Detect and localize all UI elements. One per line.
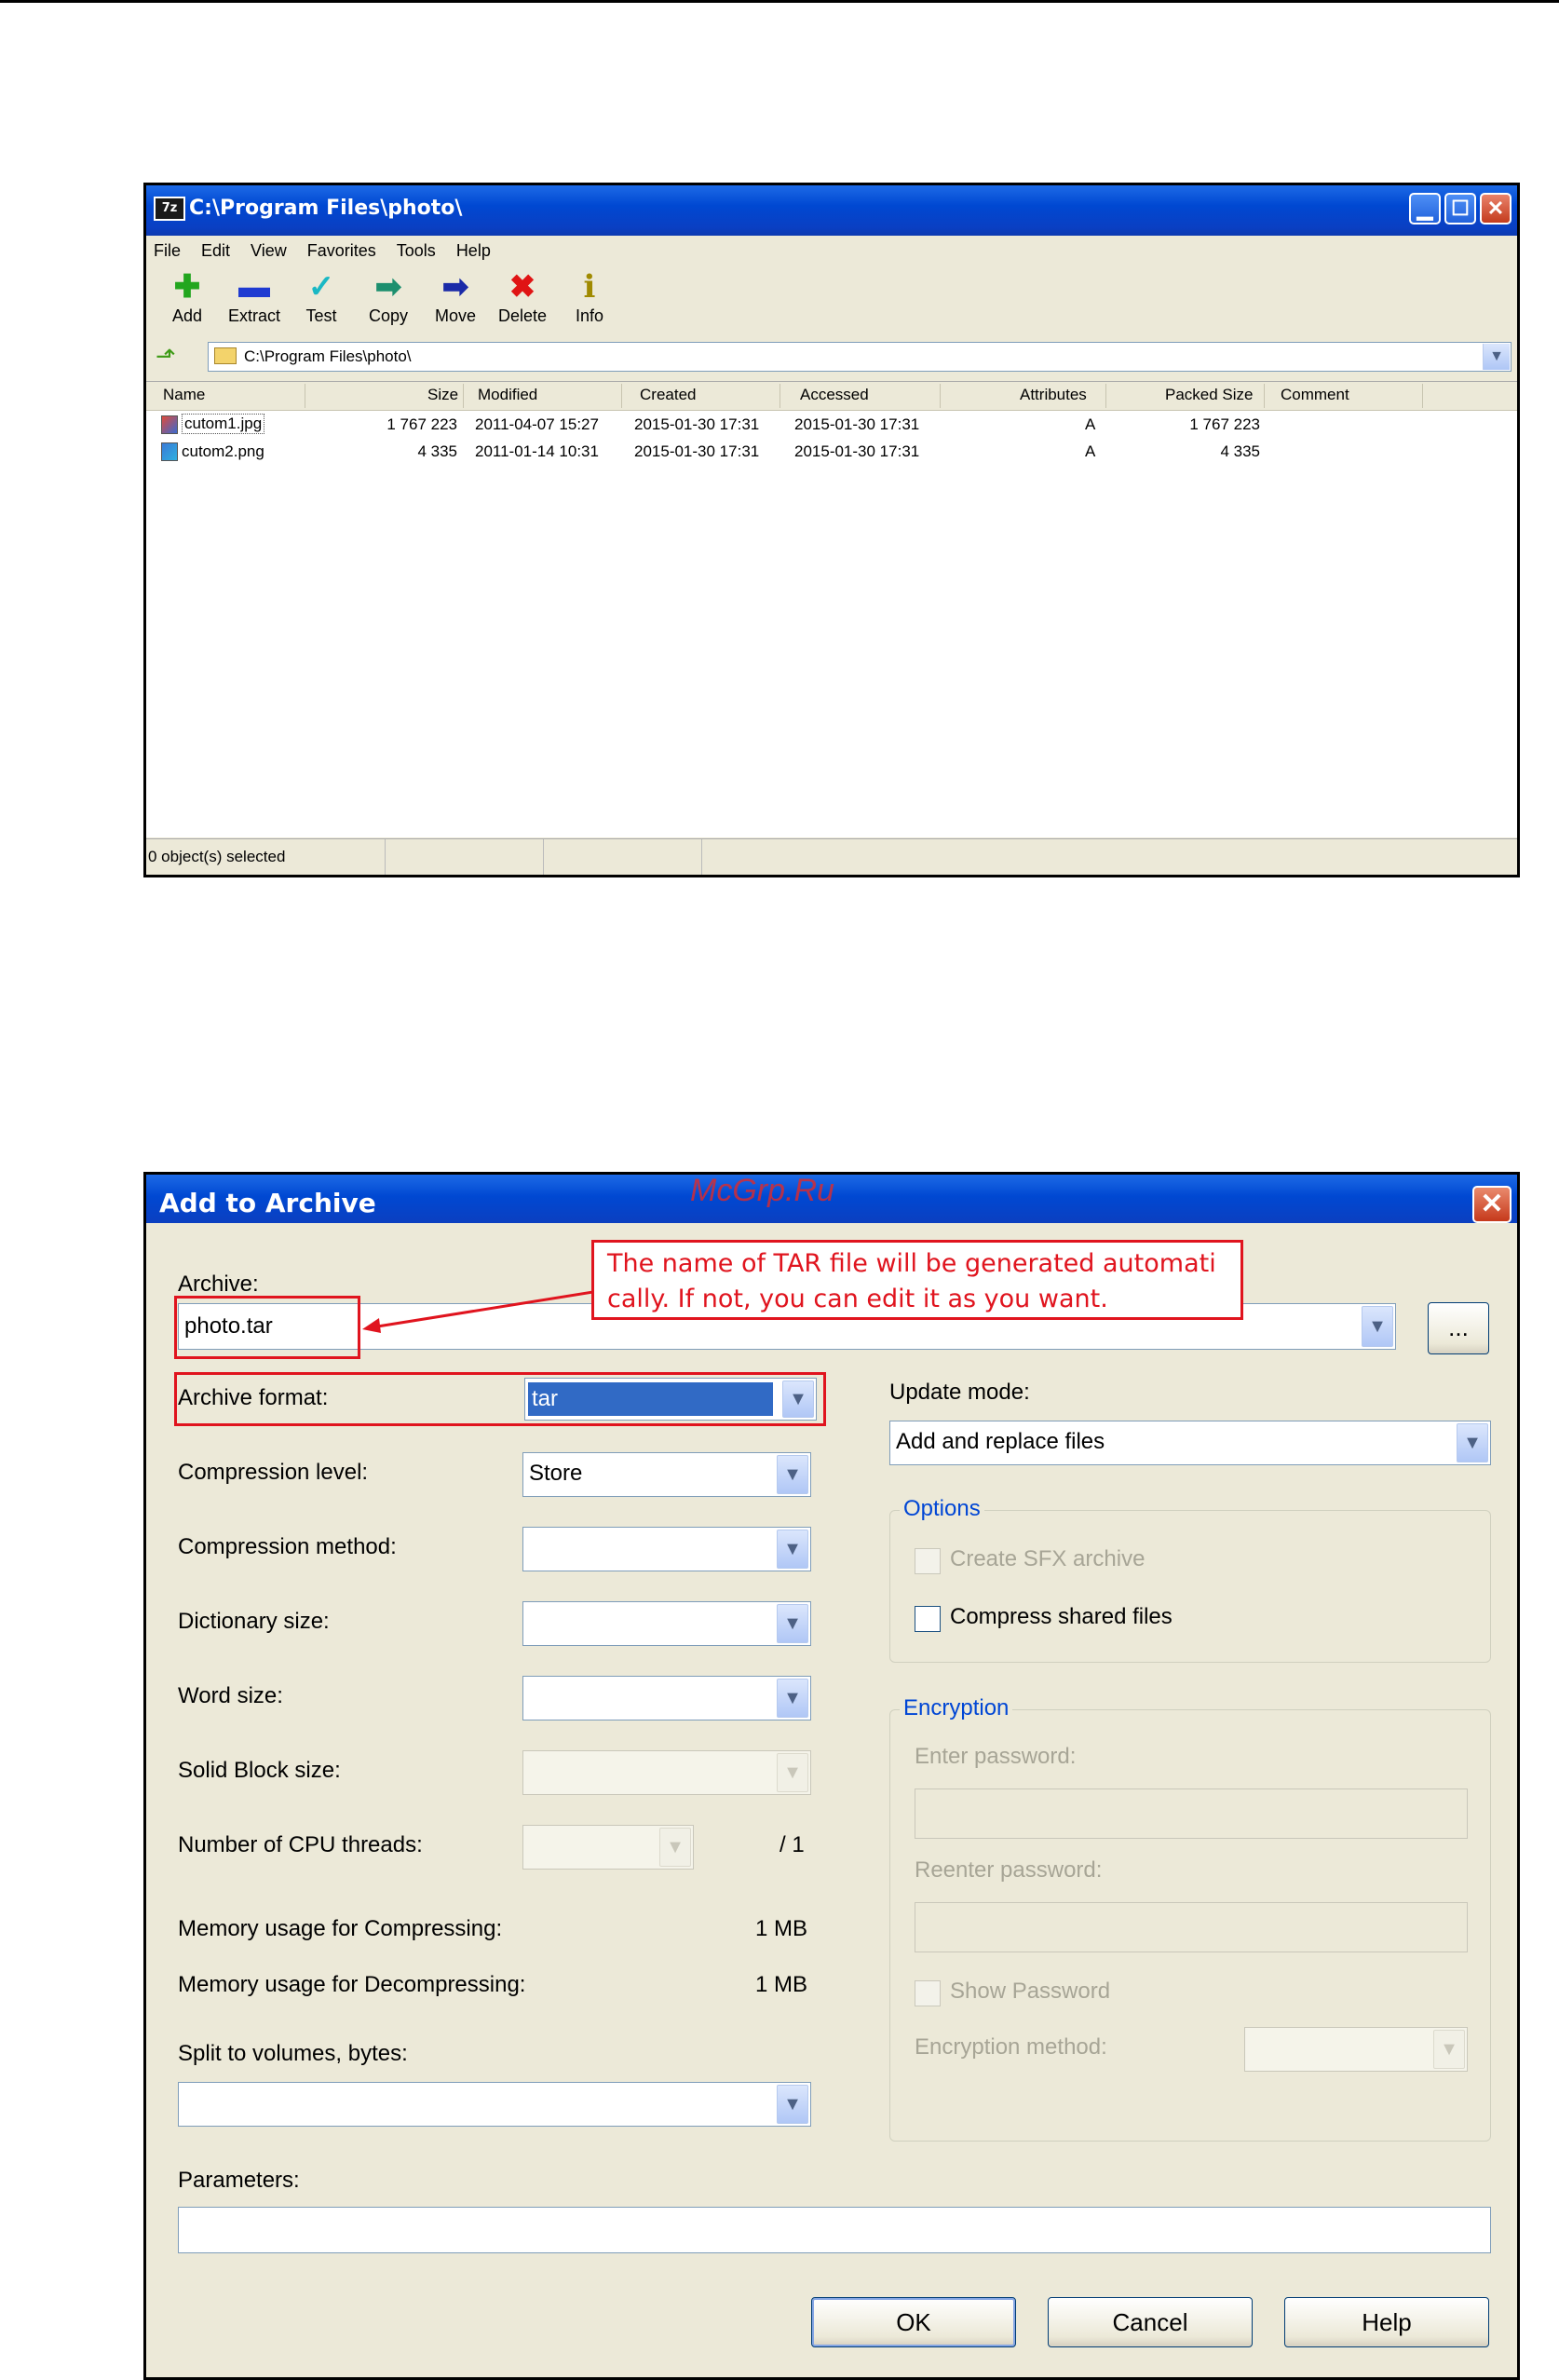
page-top-rule bbox=[0, 0, 1559, 3]
compression-level-label: Compression level: bbox=[178, 1460, 369, 1485]
file-manager-window bbox=[143, 183, 1520, 877]
file-size: 4 335 bbox=[417, 442, 457, 460]
move-label: Move bbox=[434, 306, 476, 325]
menu-file[interactable]: File bbox=[154, 240, 182, 260]
file-accessed: 2015-01-30 17:31 bbox=[794, 442, 920, 460]
col-packed-size[interactable]: Packed Size bbox=[1165, 386, 1254, 403]
file-created: 2015-01-30 17:31 bbox=[634, 415, 760, 433]
encryption-legend: Encryption bbox=[900, 1695, 1012, 1721]
compress-shared-label: Compress shared files bbox=[950, 1604, 1173, 1629]
word-size-select[interactable] bbox=[522, 1676, 811, 1720]
enter-password-label: Enter password: bbox=[915, 1744, 1077, 1769]
col-attributes[interactable]: Attributes bbox=[1020, 386, 1087, 403]
split-volumes-combo[interactable] bbox=[178, 2082, 811, 2127]
watermark-text: McGrp.Ru bbox=[690, 1173, 834, 1208]
maximize-icon: ☐ bbox=[1451, 197, 1470, 220]
address-bar bbox=[156, 342, 1512, 372]
menu-bar bbox=[154, 236, 491, 265]
solid-block-size-select[interactable] bbox=[522, 1750, 811, 1795]
menu-edit[interactable]: Edit bbox=[201, 240, 231, 260]
copy-label: Copy bbox=[368, 306, 409, 325]
copy-button[interactable] bbox=[355, 267, 422, 333]
extract-button[interactable] bbox=[221, 267, 288, 333]
image-file-icon bbox=[161, 442, 178, 461]
dictionary-size-label: Dictionary size: bbox=[178, 1609, 330, 1634]
chevron-down-icon[interactable]: ▼ bbox=[1362, 1306, 1393, 1347]
test-button[interactable] bbox=[288, 267, 355, 333]
menu-tools[interactable]: Tools bbox=[396, 240, 436, 260]
encryption-method-select[interactable] bbox=[1244, 2027, 1468, 2072]
chevron-down-icon: ▼ bbox=[659, 1828, 691, 1867]
solid-block-size-label: Solid Block size: bbox=[178, 1758, 341, 1783]
update-mode-label: Update mode: bbox=[889, 1380, 1030, 1405]
file-size: 1 767 223 bbox=[386, 415, 457, 433]
status-bar bbox=[146, 838, 1517, 875]
delete-label: Delete bbox=[497, 306, 548, 325]
chevron-down-icon[interactable]: ▼ bbox=[1457, 1423, 1488, 1462]
menu-favorites[interactable]: Favorites bbox=[306, 240, 376, 260]
file-attributes: A bbox=[1085, 442, 1096, 460]
move-icon: ➡ bbox=[441, 269, 469, 305]
address-path: C:\Program Files\photo\ bbox=[244, 347, 412, 365]
app-icon: 7z bbox=[154, 197, 185, 221]
add-to-archive-dialog bbox=[143, 1172, 1520, 2380]
memory-compress-label: Memory usage for Compressing: bbox=[178, 1916, 503, 1941]
toolbar bbox=[154, 267, 623, 333]
archive-name-value[interactable]: photo.tar bbox=[184, 1313, 273, 1339]
enter-password-input[interactable] bbox=[915, 1788, 1468, 1839]
dialog-title: Add to Archive bbox=[159, 1188, 376, 1218]
file-packed-size: 1 767 223 bbox=[1189, 415, 1260, 433]
archive-format-highlight-box bbox=[174, 1372, 826, 1426]
file-modified: 2011-01-14 10:31 bbox=[475, 442, 599, 460]
info-label: Info bbox=[575, 306, 604, 325]
file-name: cutom1.jpg bbox=[182, 414, 264, 434]
cpu-threads-total: / 1 bbox=[780, 1832, 805, 1857]
update-mode-select[interactable] bbox=[889, 1421, 1491, 1465]
compress-shared-checkbox[interactable] bbox=[915, 1606, 941, 1632]
column-header bbox=[146, 382, 1517, 411]
add-button[interactable] bbox=[154, 267, 221, 333]
file-accessed: 2015-01-30 17:31 bbox=[794, 415, 920, 433]
minimize-button[interactable] bbox=[1409, 193, 1441, 224]
compression-level-value: Store bbox=[529, 1461, 583, 1486]
delete-icon: ✖ bbox=[508, 269, 536, 305]
update-mode-value: Add and replace files bbox=[896, 1429, 1105, 1454]
chevron-down-icon[interactable]: ▼ bbox=[1483, 344, 1510, 370]
table-row[interactable] bbox=[146, 412, 1517, 439]
window-title: C:\Program Files\photo\ bbox=[189, 197, 463, 220]
callout-arrow bbox=[359, 1286, 601, 1342]
chevron-down-icon[interactable]: ▼ bbox=[777, 1679, 808, 1718]
memory-decompress-label: Memory usage for Decompressing: bbox=[178, 1972, 526, 1997]
archive-format-value: tar bbox=[528, 1382, 773, 1416]
info-icon: i bbox=[583, 268, 596, 306]
word-size-label: Word size: bbox=[178, 1683, 283, 1708]
move-button[interactable] bbox=[422, 267, 489, 333]
file-list[interactable] bbox=[146, 381, 1517, 837]
annotation-callout: The name of TAR file will be generated automati cally. If not, you can edit it as you want. bbox=[591, 1240, 1243, 1320]
browse-button[interactable]: ... bbox=[1428, 1302, 1489, 1354]
col-comment[interactable]: Comment bbox=[1281, 386, 1349, 403]
file-packed-size: 4 335 bbox=[1220, 442, 1260, 460]
memory-compress-value: 1 MB bbox=[755, 1916, 808, 1941]
status-text: 0 object(s) selected bbox=[148, 848, 286, 865]
show-password-label: Show Password bbox=[950, 1979, 1111, 2004]
cancel-button[interactable]: Cancel bbox=[1048, 2297, 1253, 2347]
image-file-icon bbox=[161, 415, 178, 434]
chevron-down-icon[interactable]: ▼ bbox=[777, 1455, 808, 1494]
test-icon: ✓ bbox=[307, 269, 335, 305]
delete-button[interactable] bbox=[489, 267, 556, 333]
file-modified: 2011-04-07 15:27 bbox=[475, 415, 599, 433]
parameters-input[interactable] bbox=[178, 2207, 1491, 2253]
ok-button[interactable]: OK bbox=[811, 2297, 1016, 2347]
options-legend: Options bbox=[900, 1496, 984, 1522]
table-row[interactable] bbox=[146, 439, 1517, 466]
chevron-down-icon[interactable]: ▼ bbox=[777, 2085, 808, 2124]
chevron-down-icon[interactable]: ▼ bbox=[782, 1380, 814, 1418]
dialog-close-button[interactable] bbox=[1472, 1186, 1512, 1223]
add-icon: ✚ bbox=[173, 269, 201, 305]
title-bar[interactable] bbox=[146, 185, 1517, 236]
dialog-title-bar[interactable] bbox=[146, 1175, 1517, 1223]
file-attributes: A bbox=[1085, 415, 1096, 433]
copy-icon: ➡ bbox=[374, 269, 402, 305]
col-name[interactable]: Name bbox=[163, 386, 206, 403]
col-modified[interactable]: Modified bbox=[478, 386, 538, 403]
chevron-down-icon: ▼ bbox=[777, 1753, 808, 1792]
options-group bbox=[889, 1496, 1491, 1663]
file-created: 2015-01-30 17:31 bbox=[634, 442, 760, 460]
compression-method-label: Compression method: bbox=[178, 1534, 397, 1559]
cpu-threads-select[interactable] bbox=[522, 1825, 694, 1870]
file-name: cutom2.png bbox=[182, 442, 264, 460]
chevron-down-icon[interactable]: ▼ bbox=[777, 1604, 808, 1643]
close-button[interactable] bbox=[1480, 193, 1512, 224]
split-volumes-label: Split to volumes, bytes: bbox=[178, 2041, 408, 2066]
extract-label: Extract bbox=[227, 306, 280, 325]
close-icon: ✕ bbox=[1480, 1189, 1504, 1219]
add-label: Add bbox=[171, 306, 203, 325]
parameters-label: Parameters: bbox=[178, 2168, 300, 2193]
chevron-down-icon: ▼ bbox=[1433, 2030, 1465, 2069]
archive-format-label: Archive format: bbox=[178, 1385, 329, 1410]
address-combo[interactable] bbox=[208, 342, 1512, 372]
info-button[interactable] bbox=[556, 267, 623, 333]
col-created[interactable]: Created bbox=[640, 386, 697, 403]
menu-view[interactable]: View bbox=[251, 240, 287, 260]
chevron-down-icon[interactable]: ▼ bbox=[777, 1530, 808, 1569]
show-password-checkbox[interactable] bbox=[915, 1980, 941, 2006]
create-sfx-label: Create SFX archive bbox=[950, 1546, 1146, 1571]
menu-help[interactable]: Help bbox=[455, 240, 491, 260]
memory-decompress-value: 1 MB bbox=[755, 1972, 808, 1997]
archive-name-highlight-box bbox=[174, 1296, 360, 1359]
test-label: Test bbox=[305, 306, 337, 325]
maximize-button[interactable] bbox=[1444, 193, 1476, 224]
close-icon: ✕ bbox=[1486, 197, 1505, 220]
col-accessed[interactable]: Accessed bbox=[800, 386, 869, 403]
compression-level-select[interactable] bbox=[522, 1452, 811, 1497]
reenter-password-label: Reenter password: bbox=[915, 1857, 1103, 1883]
cpu-threads-label: Number of CPU threads: bbox=[178, 1832, 423, 1857]
compression-method-select[interactable] bbox=[522, 1527, 811, 1571]
archive-label: Archive: bbox=[178, 1272, 259, 1297]
create-sfx-checkbox[interactable] bbox=[915, 1548, 941, 1574]
dictionary-size-select[interactable] bbox=[522, 1601, 811, 1646]
extract-icon: ▬ bbox=[238, 269, 270, 305]
help-button[interactable]: Help bbox=[1284, 2297, 1489, 2347]
folder-icon bbox=[214, 347, 237, 364]
reenter-password-input[interactable] bbox=[915, 1902, 1468, 1952]
col-size[interactable]: Size bbox=[427, 386, 459, 403]
minimize-icon: ▁ bbox=[1417, 197, 1433, 220]
encryption-group bbox=[889, 1695, 1491, 2142]
up-folder-icon[interactable]: ⬏ bbox=[156, 342, 176, 370]
encryption-method-label: Encryption method: bbox=[915, 2034, 1107, 2060]
